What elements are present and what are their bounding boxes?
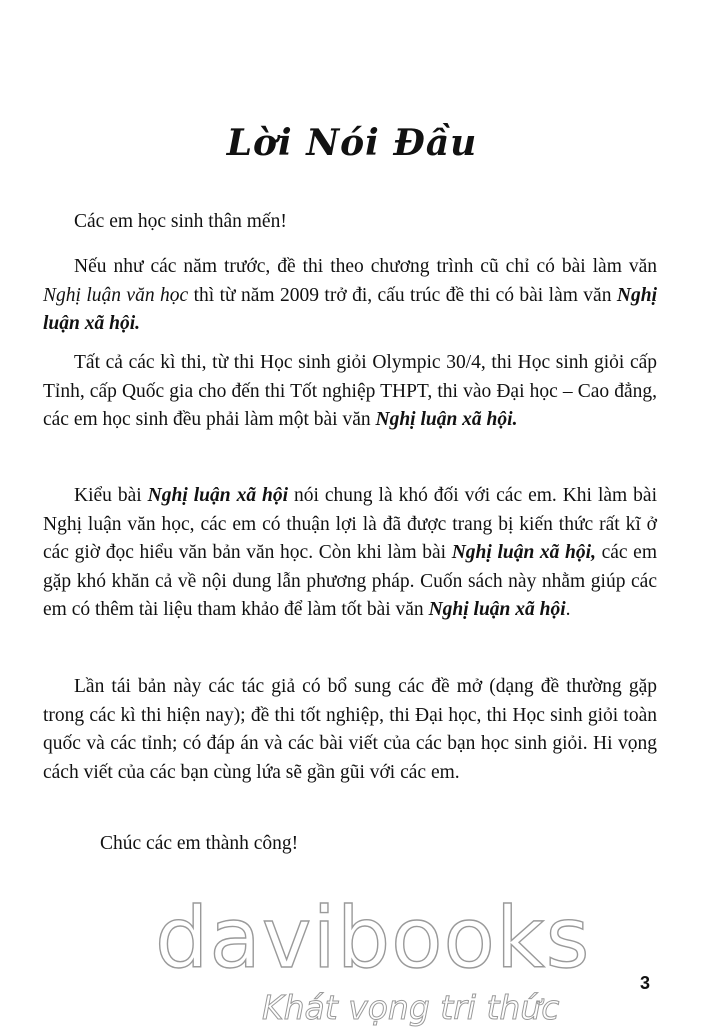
- watermark-brand: davibooks: [155, 889, 591, 987]
- closing-line: Chúc các em thành công!: [100, 833, 299, 854]
- paragraph-2: [43, 349, 657, 435]
- paragraph-3-text-c: các em gặp khó khăn cả về nội dung lẫn phương pháp. Cuốn sách này nhằm giúp các em có thêm tài liệu tham khảo để làm tốt bài văn: [43, 542, 658, 620]
- paragraph-4: Lần tái bản này các tác giả có bổ sung các đề mở (dạng đề thường gặp trong các kì thi hiện nay); đề thi tốt nghiệp, thi Đại học, thi Học sinh giỏi toàn quốc và các tỉnh; có đáp án và các bài viết của các bạn học sinh giỏi. Hi vọng cách viết của các bạn cùng lứa sẽ gần gũi với các em.: [43, 676, 657, 783]
- paragraph-2-text-a: Tất cả các kì thi, từ thi Học sinh giỏi Olympic 30/4, thi Học sinh giỏi cấp Tỉnh, cấp Quốc gia cho đến thi Tốt nghiệp THPT, thi vào Đại học – Cao đẳng, các em học sinh đều phải làm một bài văn: [43, 352, 657, 430]
- page-number: 3: [640, 973, 651, 993]
- paragraph-3-emphasis-b: Nghị luận xã hội,: [451, 542, 596, 563]
- paragraph-1-emphasis-b: Nghị luận xã hội.: [43, 284, 657, 334]
- paragraph-2-emphasis-a: Nghị luận xã hội.: [375, 409, 518, 430]
- paragraph-1-text-b: thì từ năm 2009 trở đi, cấu trúc đề thi có bài làm văn: [188, 284, 617, 306]
- greeting-paragraph: Các em học sinh thân mến!: [74, 211, 287, 232]
- paragraph-3-text-b: nói chung là khó đối với các em. Khi làm bài Nghị luận văn học, các em có thuận lợi là đã được trang bị kiến thức rất kĩ ở các giờ đọc hiểu văn bản văn học. Còn khi làm bài: [43, 485, 657, 563]
- paragraph-3-emphasis-a: Nghị luận xã hội: [147, 485, 289, 506]
- paragraph-3-emphasis-c: Nghị luận xã hội: [428, 599, 566, 620]
- top-margin: [0, 0, 704, 102]
- watermark-slogan: Khát vọng tri thức: [262, 988, 560, 1027]
- page-title: Lời Nói Đầu: [226, 122, 478, 164]
- paragraph-1-text-a: Nếu như các năm trước, đề thi theo chương trình cũ chỉ có bài làm văn: [74, 256, 657, 277]
- paragraph-1-emphasis-a: Nghị luận văn học: [43, 284, 189, 306]
- paragraph-1: [43, 253, 657, 339]
- paragraph-3-text-d: .: [565, 599, 571, 620]
- paragraph-3: [43, 482, 657, 625]
- paragraph-3-text-a: Kiểu bài: [74, 485, 148, 506]
